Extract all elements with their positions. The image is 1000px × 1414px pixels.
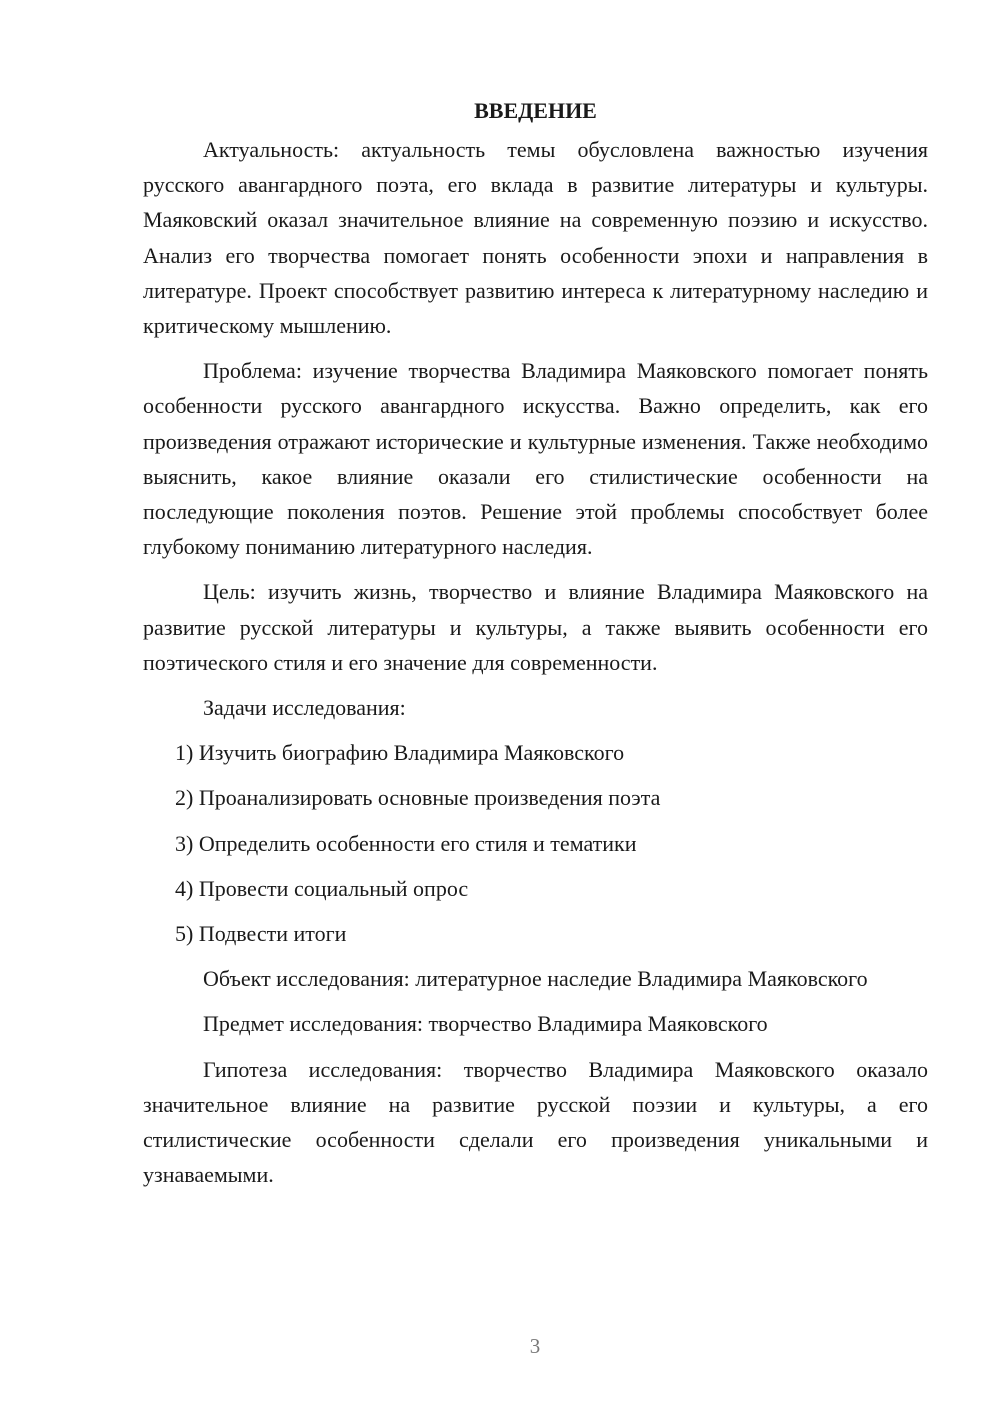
- paragraph-goal: Цель: изучить жизнь, творчество и влияние Владимира Маяковского на развитие русской литературы и культуры, а также выявить особенности его поэтического стиля и его значение для современности.: [143, 579, 928, 675]
- tasks-heading: Задачи исследования:: [203, 695, 406, 721]
- paragraph-subject: Предмет исследования: творчество Владимира Маяковского: [203, 1011, 768, 1037]
- task-item-3: 3) Определить особенности его стиля и тематики: [175, 830, 637, 856]
- task-item-2: 2) Проанализировать основные произведения поэта: [175, 785, 661, 811]
- task-item-5: 5) Подвести итоги: [175, 921, 347, 947]
- task-item-4: 4) Провести социальный опрос: [175, 875, 469, 901]
- paragraph-object: Объект исследования: литературное наследие Владимира Маяковского: [203, 966, 868, 992]
- task-item-1: 1) Изучить биографию Владимира Маяковского: [175, 740, 625, 766]
- page-number: 3: [529, 1334, 541, 1358]
- paragraph-relevance: Актуальность: актуальность темы обусловлена важностью изучения русского авангардного поэта, его вклада в развитие литературы и культуры. Маяковский оказал значительное влияние на современную поэзию и искусство. Анализ его творчества помогает понять особенности эпохи и направления в литературе. Проект способствует развитию интереса к литературному наследию и критическому мышлению.: [143, 137, 928, 339]
- section-title: ВВЕДЕНИЕ: [474, 98, 597, 123]
- page-content: [143, 94, 928, 1202]
- paragraph-hypothesis: Гипотеза исследования: творчество Владимира Маяковского оказало значительное влияние на развитие русской поэзии и культуры, а его стилистические особенности сделали его произведения уникальными и узнаваемыми.: [143, 1056, 928, 1188]
- paragraph-problem: Проблема: изучение творчества Владимира Маяковского помогает понять особенности русского авангардного искусства. Важно определить, как его произведения отражают исторические и культурные изменения. Также необходимо выяснить, какое влияние оказали его стилистические особенности на последующие поколения поэтов. Решение этой проблемы способствует более глубокому пониманию литературного наследия.: [143, 358, 928, 560]
